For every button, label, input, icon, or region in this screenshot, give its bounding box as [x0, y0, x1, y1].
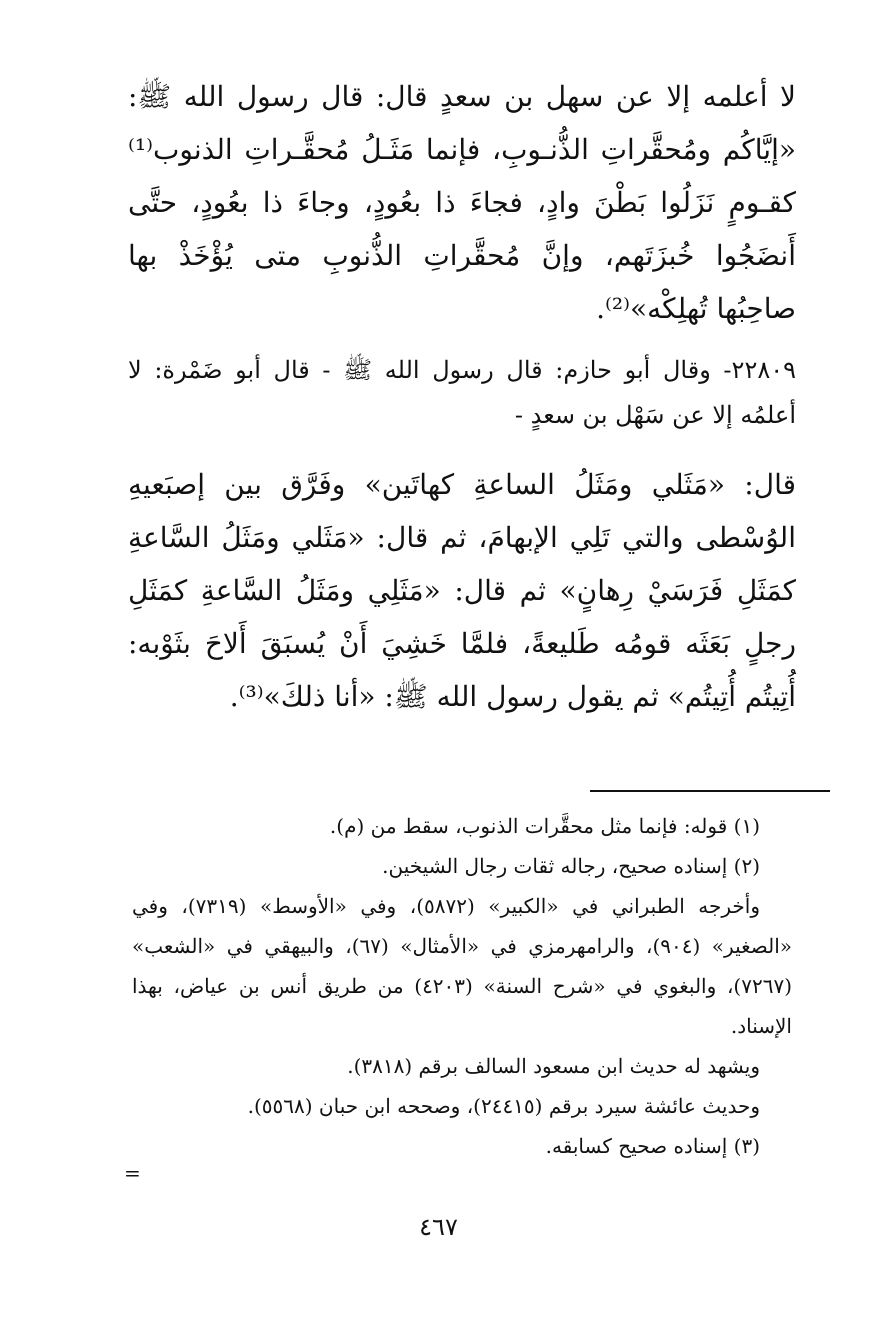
footnote-2-sources: وأخرجه الطبراني في «الكبير» (٥٨٧٢)، وفي «الأوسط» (٧٣١٩)، وفي «الصغير» (٩٠٤)، والرامهرمزي في «الأمثال» (٦٧)، والبيهقي في «الشعب» (٧٢٦٧)، والبغوي في «شرح السنة» (٤٢٠٣) من طريق أنس بن عياض، بهذا الإسناد.: [132, 894, 792, 1038]
paragraph: ٢٢٨٠٩- وقال أبو حازم: قال رسول الله ﷺ - قال أبو ضَمْرة: لا أعلمُه إلا عن سَهْل بن سعدٍ -: [128, 356, 796, 429]
footnote-divider: [590, 790, 830, 792]
hadith-22809-matn: [128, 458, 796, 723]
paragraph: لا أعلمه إلا عن سهل بن سعدٍ قال: قال رسول الله ﷺ: «إيَّاكُم ومُحقَّراتِ الذُّنـوبِ، فإنما مَثَـلُ مُحقَّـراتِ الذنوب⁽¹⁾ كقـومٍ نَزَلُوا بَطْنَ وادٍ، فجاءَ ذا بعُودٍ، وجاءَ ذا بعُودٍ، حتَّى أَنضَجُوا خُبزَتَهم، وإنَّ مُحقَّراتِ الذُّنوبِ متى يُؤْخَذْ بها صاحِبُها تُهلِكْه»⁽²⁾.: [128, 80, 796, 325]
footnote-2: (٢) إسناده صحيح، رجاله ثقات رجال الشيخين.: [382, 854, 760, 878]
footnote-2-witness-1: ويشهد له حديث ابن مسعود السالف برقم (٣٨١٨).: [347, 1054, 760, 1078]
footnote-2-witness-2: وحديث عائشة سيرد برقم (٢٤٤١٥)، وصححه ابن حبان (٥٥٦٨).: [247, 1094, 760, 1118]
footnotes: [132, 806, 792, 1166]
footnote-3: (٣) إسناده صحيح كسابقه.: [545, 1134, 760, 1158]
page-number: ٤٦٧: [419, 1213, 458, 1241]
hadith-text-continued: [128, 70, 796, 335]
continuation-mark: =: [124, 1161, 141, 1185]
footnote-1: (١) قوله: فإنما مثل محقَّرات الذنوب، سقط من (م).: [329, 814, 760, 838]
paragraph: قال: «مَثَلي ومَثَلُ الساعةِ كهاتَين» وفَرَّق بين إصبَعيهِ الوُسْطى والتي تَلِي الإبهامَ، ثم قال: «مَثَلي ومَثَلُ السَّاعةِ كمَثَلِ فَرَسَيْ رِهانٍ» ثم قال: «مَثَلِي ومَثَلُ السَّاعةِ كمَثَلِ رجلٍ بَعَثَه قومُه طَليعةً، فلمَّا خَشِيَ أَنْ يُسبَقَ أَلاحَ بثَوْبه: أُتِيتُم أُتِيتُم» ثم يقول رسول الله ﷺ: «أنا ذلكَ»⁽³⁾.: [128, 468, 796, 713]
hadith-22809-isnad: [128, 348, 796, 438]
